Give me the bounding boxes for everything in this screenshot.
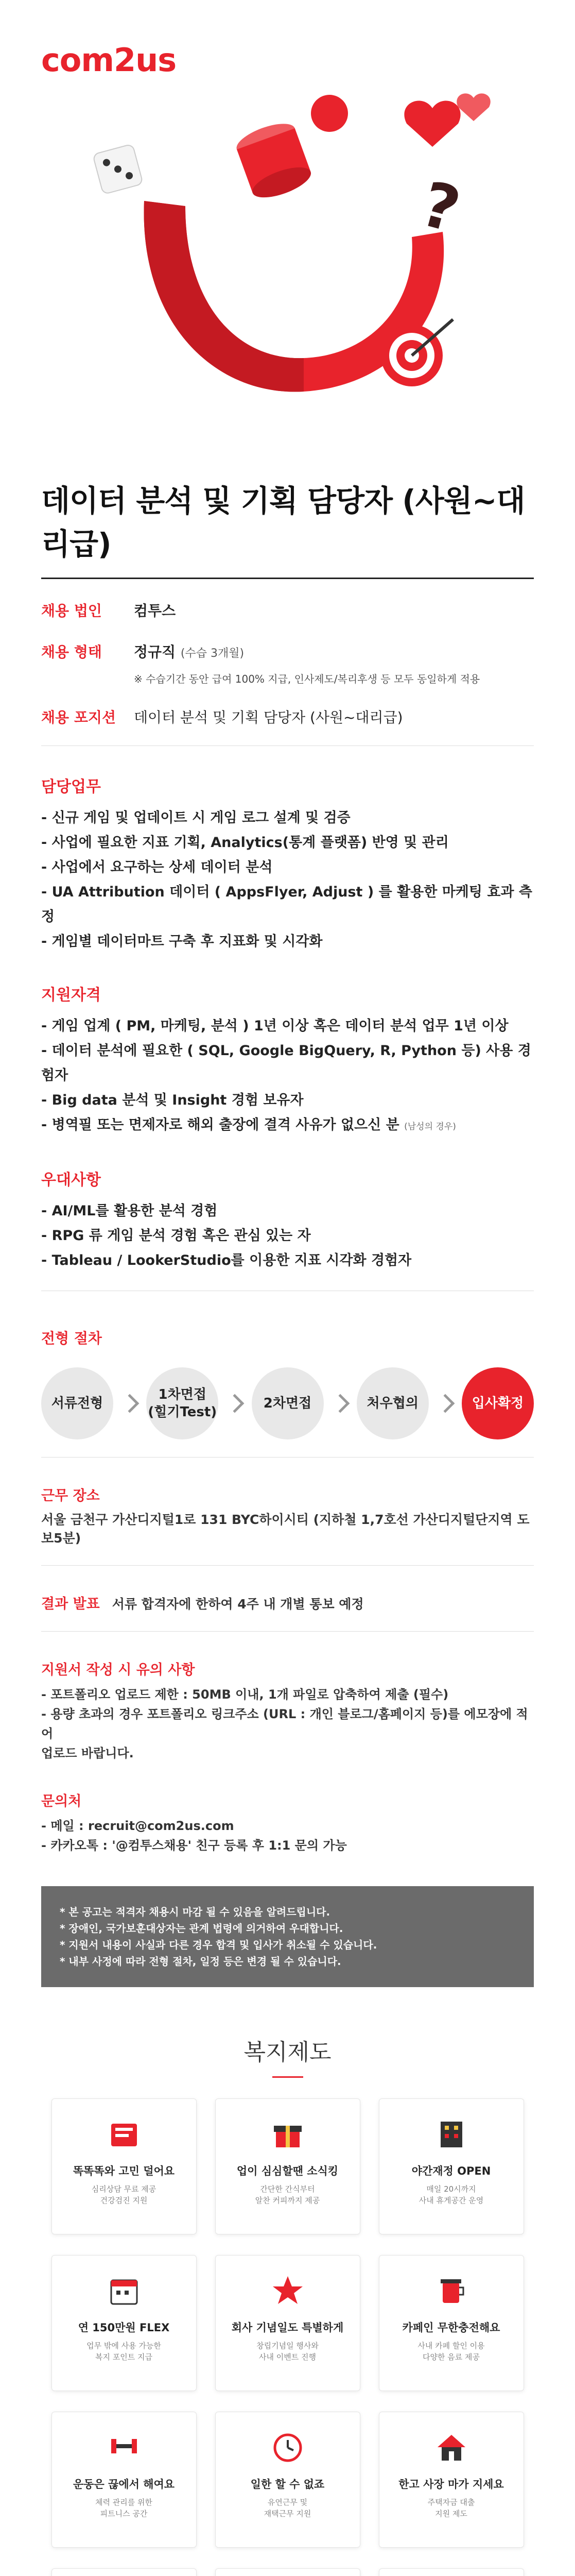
contact-block [41, 1790, 534, 1855]
notice-line: * 본 공고는 적격자 채용시 마감 될 수 있음을 알려드립니다. [60, 1906, 330, 1918]
benefit-card [51, 2098, 197, 2234]
gift-icon [268, 2114, 308, 2155]
card-title: 한고 사장 마가 지세요 [398, 2478, 504, 2490]
benefit-card [215, 2568, 360, 2576]
card-title: 똑똑똑와 고민 덜어요 [73, 2165, 175, 2177]
card-desc: 심리상담 무료 제공 건강검진 지원 [91, 2184, 156, 2205]
list-item: - Tableau / LookerStudio를 이용한 지표 시각화 경험자 [41, 1252, 412, 1268]
benefit-card [51, 2255, 197, 2391]
card-desc: 간단한 간식부터 알찬 커피까지 제공 [255, 2184, 320, 2205]
svg-text:?: ? [414, 168, 467, 247]
list-item: - Big data 분석 및 Insight 경험 보유자 [41, 1092, 304, 1108]
heart-icon [404, 101, 460, 147]
chevron-right-icon [120, 1394, 140, 1413]
type-row [41, 641, 534, 662]
dice-icon [93, 144, 143, 194]
card-title: 일한 할 수 없죠 [250, 2478, 325, 2490]
benefit-card [51, 2568, 197, 2576]
position-value: 데이터 분석 및 기획 담당자 (사원~대리급) [134, 709, 403, 726]
house-icon [431, 2428, 472, 2468]
benefits-title: 복지제도 [0, 2033, 575, 2078]
location-label: 근무 장소 [41, 1488, 100, 1504]
application-line: - 포트폴리오 업로드 제한 : 50MB 이내, 1개 파일로 압축하여 제출 (필수) [41, 1687, 449, 1702]
benefit-card [379, 2098, 524, 2234]
application-notes [41, 1658, 534, 1763]
duties-section [41, 774, 534, 954]
cup-icon [431, 2271, 472, 2311]
step-document: 서류전형 [41, 1367, 113, 1439]
card-desc: 사내 카페 할인 이용 다양한 음료 제공 [417, 2341, 485, 2362]
hero-banner [0, 0, 575, 471]
application-line: 업로드 바랍니다. [41, 1746, 134, 1760]
contact-email[interactable]: - 메일 : recruit@com2us.com [41, 1819, 234, 1833]
step-interview-1: 1차면접 (힐기Test) [146, 1367, 218, 1439]
card-desc: 체력 관리를 위한 피트니스 공간 [95, 2498, 152, 2518]
calendar-icon [104, 2271, 144, 2311]
list-item: - 병역필 또는 면제자로 해외 출장에 결격 사유가 없으신 분 (남성의 경우) [41, 1117, 456, 1133]
card-title: 업이 심심할땐 소식킹 [236, 2165, 339, 2177]
benefit-card [379, 2412, 524, 2548]
benefits-section [0, 2033, 575, 2576]
card-desc: 창립기념일 행사와 사내 이벤트 진행 [256, 2341, 319, 2362]
benefit-card [215, 2255, 360, 2391]
benefit-card [379, 2568, 524, 2576]
list-item: - 게임 업계 ( PM, 마케팅, 분석 ) 1년 이상 혹은 데이터 분석 업무 1년 이상 [41, 1018, 509, 1034]
application-label: 지원서 작성 시 유의 사항 [41, 1662, 195, 1678]
chevron-right-icon [330, 1394, 350, 1413]
type-note: ※ 수습기간 동안 급여 100% 지급, 인사제도/복리후생 등 모두 동일하게 적용 [134, 673, 480, 685]
hero-illustration [62, 77, 525, 453]
contact-label: 문의처 [41, 1793, 82, 1809]
card-title: 운동은 끊에서 해여요 [73, 2478, 175, 2490]
type-value: 정규직 (수습 3개월) [134, 643, 245, 660]
result-block [41, 1592, 534, 1632]
list-item: - 사업에 필요한 지표 기획, Analytics(통계 플랫폼) 반영 및 관리 [41, 835, 449, 851]
step-negotiation: 처우협의 [357, 1367, 429, 1439]
heart-icon-small [457, 93, 491, 121]
contact-kakao: - 카카오톡 : '@컴투스채용' 친구 등록 후 1:1 문의 가능 [41, 1838, 347, 1853]
qualifications-section [41, 982, 534, 1139]
chevron-right-icon [435, 1394, 455, 1413]
card-title: 연 150만원 FLEX [78, 2321, 170, 2334]
application-line: - 용량 초과의 경우 포트폴리오 링크주소 (URL : 개인 블로그/홈페이지 등)를 에모장에 적어 [41, 1707, 528, 1741]
result-value: 서류 합격자에 한하여 4주 내 개별 통보 예정 [112, 1597, 364, 1612]
card-desc: 업무 밖에 사용 가능한 복지 포인트 지급 [86, 2341, 161, 2362]
com2us-logo: com2us [41, 41, 177, 79]
benefit-card [51, 2412, 197, 2548]
notice-box [41, 1886, 534, 1987]
clock-icon [268, 2428, 308, 2468]
type-label: 채용 형태 [41, 643, 102, 660]
list-item: - AI/ML를 활용한 분석 경험 [41, 1203, 218, 1219]
card-title: 카페인 무한충전해요 [402, 2321, 500, 2334]
step-confirmed: 입사확정 [462, 1367, 534, 1439]
benefit-card [215, 2412, 360, 2548]
card-desc: 주택자금 대출 지원 제도 [427, 2498, 475, 2518]
list-item: - 신규 게임 및 업데이트 시 게임 로그 설계 및 검증 [41, 810, 351, 826]
process-title: 전형 절차 [41, 1330, 102, 1347]
hiring-process [41, 1327, 534, 1458]
position-row [41, 706, 534, 746]
star-icon [268, 2271, 308, 2311]
company-row [41, 600, 534, 620]
preferred-section [41, 1167, 534, 1291]
process-steps [41, 1367, 534, 1458]
job-title: 데이터 분석 및 기획 담당자 (사원~대리급) [41, 471, 534, 579]
benefit-card [215, 2098, 360, 2234]
gym-icon [104, 2428, 144, 2468]
book-icon [104, 2114, 144, 2155]
building-icon [431, 2114, 472, 2155]
position-label: 채용 포지션 [41, 709, 116, 726]
company-label: 채용 법인 [41, 602, 102, 619]
list-item: - 게임별 데이터마트 구축 후 지표화 및 시각화 [41, 934, 323, 950]
location-block [41, 1484, 534, 1566]
qualifications-title: 지원자격 [41, 986, 101, 1004]
result-label: 결과 발표 [41, 1596, 100, 1612]
list-item: - 사업에서 요구하는 상세 데이터 분석 [41, 859, 273, 875]
duties-title: 담당업무 [41, 778, 101, 796]
notice-line: * 지원서 내용이 사실과 다른 경우 합격 및 입사가 취소될 수 있습니다. [60, 1939, 377, 1951]
card-title: 회사 기념일도 특별하게 [231, 2321, 344, 2334]
list-item: - UA Attribution 데이터 ( AppsFlyer, Adjust ) 를 활용한 마케팅 효과 측정 [41, 884, 533, 925]
company-value: 컴투스 [134, 602, 176, 619]
list-item: - RPG 류 게임 분석 경험 혹은 관심 있는 자 [41, 1228, 311, 1244]
chevron-right-icon [225, 1394, 245, 1413]
benefit-card [379, 2255, 524, 2391]
notice-line: * 장애인, 국가보훈대상자는 관계 법령에 의거하여 우대합니다. [60, 1922, 343, 1935]
card-desc: 매일 20시까지 사내 휴게공간 운영 [419, 2184, 484, 2205]
card-title: 야간재정 OPEN [411, 2165, 491, 2177]
notice-line: * 내부 사정에 따라 전형 절차, 일정 등은 변경 될 수 있습니다. [60, 1955, 341, 1968]
benefits-grid [0, 2098, 575, 2576]
card-desc: 유연근무 및 재택근무 지원 [264, 2498, 311, 2518]
preferred-title: 우대사항 [41, 1171, 101, 1189]
location-value: 서울 금천구 가산디지털1로 131 BYC하이시티 (지하철 1,7호선 가산디지털단지역 도보5분) [41, 1512, 530, 1546]
step-interview-2: 2차면접 [252, 1367, 324, 1439]
list-item: - 데이터 분석에 필요한 ( SQL, Google BigQuery, R, Python 등) 사용 경험자 [41, 1043, 531, 1083]
